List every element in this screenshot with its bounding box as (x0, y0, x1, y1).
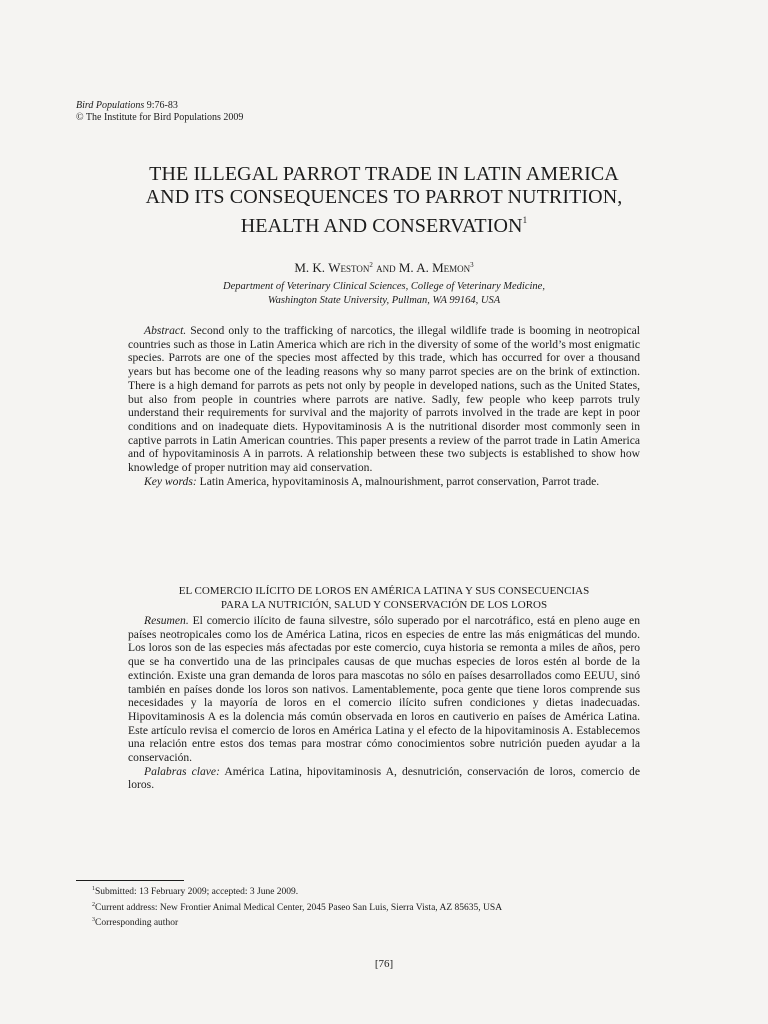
palabras-clave-paragraph (128, 765, 640, 792)
title-footnote-mark: 1 (522, 215, 528, 225)
keywords-paragraph (128, 475, 640, 489)
footnotes (92, 883, 502, 930)
author2-footnote-mark: 3 (470, 261, 474, 269)
title-line-3: HEALTH AND CONSERVATION (240, 215, 523, 237)
journal-citation (76, 100, 243, 124)
author1-initials: M. K. (294, 260, 329, 275)
footnote-mark: 1 (92, 886, 95, 892)
author-connector: and M. A. (372, 260, 433, 275)
page-number: [76] (374, 958, 394, 970)
spanish-title (118, 584, 650, 612)
resumen-label: Resumen. (144, 614, 189, 627)
journal-volume-pages: 9:76-83 (144, 100, 178, 111)
footnote (92, 899, 502, 915)
palabras-clave-text: América Latina, hipovitaminosis A, desnutrición, conservación de loros, comercio de loros. (128, 764, 641, 792)
footnote-text: Submitted: 13 February 2009; accepted: 3 June 2009. (95, 887, 299, 897)
affiliation-line-2: Washington State University, Pullman, WA 99164, USA (267, 295, 501, 306)
author1-surname: Weston (328, 260, 370, 275)
abstract-text: Second only to the trafficking of narcotics, the illegal wildlife trade is booming in neotropical countries such as those in Latin America which are rich in the diversity of some of the world’s most enigmatic species. Parrots are one of the species most affected by this trade, which has occurred for over a thousand years but has become one of the leading reasons why so many parrot species are on the brink of extinction. There is a high demand for parrots as pets not only by people in developed nations, such as the United States, but also from people in countries where parrots are native. Sadly, few people who keep parrots truly understand their requirements for survival and the majority of parrots involved in the trade are kept in poor conditions and on inadequate diets. Hypovitaminosis A is the nutritional disorder most commonly seen in captive parrots in Latin American countries. This paper presents a review of the parrot trade in Latin America and of hypovitaminosis A in parrots. A relationship between these two subjects is established to show how knowledge of proper nutrition may aid conservation. (128, 324, 640, 475)
journal-name: Bird Populations (76, 100, 145, 111)
abstract-paragraph (128, 324, 640, 475)
author2-surname: Memon (432, 260, 471, 275)
footnote-mark: 3 (92, 917, 95, 923)
title-line-3-wrap (60, 209, 708, 238)
keywords-label: Key words: (144, 474, 197, 488)
article-title (60, 163, 708, 238)
abstract-section (128, 324, 640, 488)
footnote-text: Corresponding author (95, 918, 179, 928)
journal-volume-line (76, 100, 243, 112)
copyright-line: © The Institute for Bird Populations 2009 (76, 112, 244, 123)
author1-footnote-mark: 2 (369, 261, 373, 269)
footnote-text: Current address: New Frontier Animal Medical Center, 2045 Paseo San Luis, Sierra Vista, AZ 85635, USA (95, 902, 503, 913)
abstract-label: Abstract. (144, 324, 187, 337)
title-line-1: THE ILLEGAL PARROT TRADE IN LATIN AMERICA (149, 163, 619, 185)
palabras-clave-label: Palabras clave: (144, 764, 220, 778)
spanish-title-line-2: PARA LA NUTRICIÓN, SALUD Y CONSERVACIÓN DE LOS LOROS (220, 599, 548, 611)
resumen-paragraph (128, 614, 640, 765)
keywords-text: Latin America, hypovitaminosis A, malnourishment, parrot conservation, Parrot trade. (196, 474, 600, 488)
footnote-mark: 2 (92, 901, 95, 908)
resumen-text: El comercio ilícito de fauna silvestre, sólo superado por el narcotráfico, está en pleno auge en países neotropicales como los de América Latina, ricos en especies de entre las más enigmáticas del mundo. Los loros son de las especies más afectadas por este comercio, cuya historia se remonta a miles de años, pero que se ha convertido una de las principales causas de que muchas especies de loros estén al borde de la extinción. Existe una gran demanda de loros para mascotas no sólo en países desarrollados como EEUU, sinó también en países donde los loros son nativos. Lamentablemente, poca gente que tiene loros comprende sus necesidades y la mayoría de loros en el comercio ilícito sufren condiciones y dietas inadecuadas. Hipovitaminosis A es la dolencia más común observada en loros en cautiverio en países de América Latina. Este artículo revisa el comercio de loros en América Latina y el efecto de la hipovitaminosis A. Establecemos una relación entre estos dos temas para mostrar cómo conocimientos sobre nutrición pueden ayudar a la conservación. (128, 614, 640, 765)
author-line (0, 260, 768, 276)
spanish-title-line-1: EL COMERCIO ILÍCITO DE LOROS EN AMÉRICA LATINA Y SUS CONSECUENCIAS (178, 585, 590, 597)
footnote-rule (76, 880, 184, 881)
footnote (92, 914, 502, 930)
affiliation-line-1: Department of Veterinary Clinical Sciences, College of Veterinary Medicine, (223, 281, 545, 292)
resumen-section (128, 614, 640, 792)
footnote (92, 883, 502, 899)
title-line-2: AND ITS CONSEQUENCES TO PARROT NUTRITION, (145, 186, 623, 208)
affiliation (100, 280, 668, 308)
